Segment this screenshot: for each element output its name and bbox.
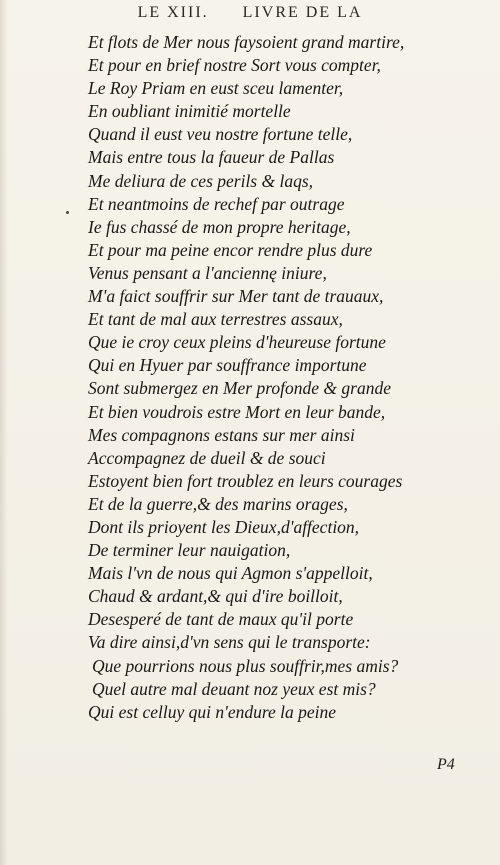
verse-line: Mais entre tous la faueur de Pallas	[88, 147, 335, 168]
running-head-left: LE XIII.	[137, 4, 209, 21]
verse-line: Que ie croy ceux pleins d'heureuse fortune	[88, 332, 386, 353]
verse-line: Estoyent bien fort troublez en leurs courages	[88, 470, 403, 491]
verse-line: Qui en Hyuer par souffrance importune	[88, 355, 367, 376]
verse-line: Me deliura de ces perils & laqs,	[88, 170, 314, 191]
verse-line: Mes compagnons estans sur mer ainsi	[88, 424, 355, 445]
verse-line: Et bien voudrois estre Mort en leur bande,	[88, 401, 386, 422]
verse-line: Et pour ma peine encor rendre plus dure	[88, 239, 373, 260]
verse-line: Que pourrions nous plus souffrir,mes amis?	[92, 655, 399, 676]
verse-line: Sont submergez en Mer profonde & grande	[88, 378, 391, 399]
verse-line: Venus pensant a l'anciennę iniure,	[88, 262, 327, 283]
verse-line: Mais l'vn de nous qui Agmon s'appelloit,	[88, 563, 373, 584]
verse-line: Quand il eust veu nostre fortune telle,	[88, 124, 353, 145]
verse-line: Qui est celluy qui n'endure la peine	[88, 701, 337, 722]
margin-mark	[66, 211, 69, 214]
verse-line: Quel autre mal deuant noz yeux est mis?	[92, 678, 376, 699]
verse-line: Va dire ainsi,d'vn sens qui le transporte:	[88, 632, 371, 653]
verse-line: De terminer leur nauigation,	[88, 540, 291, 561]
verse-line: Et tant de mal aux terrestres assaux,	[88, 309, 343, 330]
verse-block	[88, 31, 448, 724]
verse-line: En oubliant inimitié mortelle	[88, 101, 291, 122]
verse-line: Accompagnez de dueil & de souci	[88, 447, 326, 468]
verse-line: Chaud & ardant,& qui d'ire boilloit,	[88, 586, 343, 607]
verse-line: Dont ils prioyent les Dieux,d'affection,	[88, 516, 360, 537]
signature-mark: P4	[437, 756, 455, 773]
page-gutter-shadow	[0, 0, 8, 865]
verse-line: Et pour en brief nostre Sort vous compter,	[88, 55, 381, 76]
verse-line: Desesperé de tant de maux qu'il porte	[88, 609, 354, 630]
verse-line: Ie fus chassé de mon propre heritage,	[88, 216, 351, 237]
verse-line: Le Roy Priam en eust sceu lamenter,	[88, 78, 344, 99]
verse-line: M'a faict souffrir sur Mer tant de trauaux,	[88, 286, 384, 307]
running-head-right: LIVRE DE LA	[242, 4, 363, 21]
verse-line: Et neantmoins de rechef par outrage	[88, 193, 345, 214]
running-head	[0, 4, 500, 22]
verse-line: Et flots de Mer nous faysoient grand martire,	[88, 32, 405, 52]
verse-line: Et de la guerre,& des marins orages,	[88, 493, 348, 514]
